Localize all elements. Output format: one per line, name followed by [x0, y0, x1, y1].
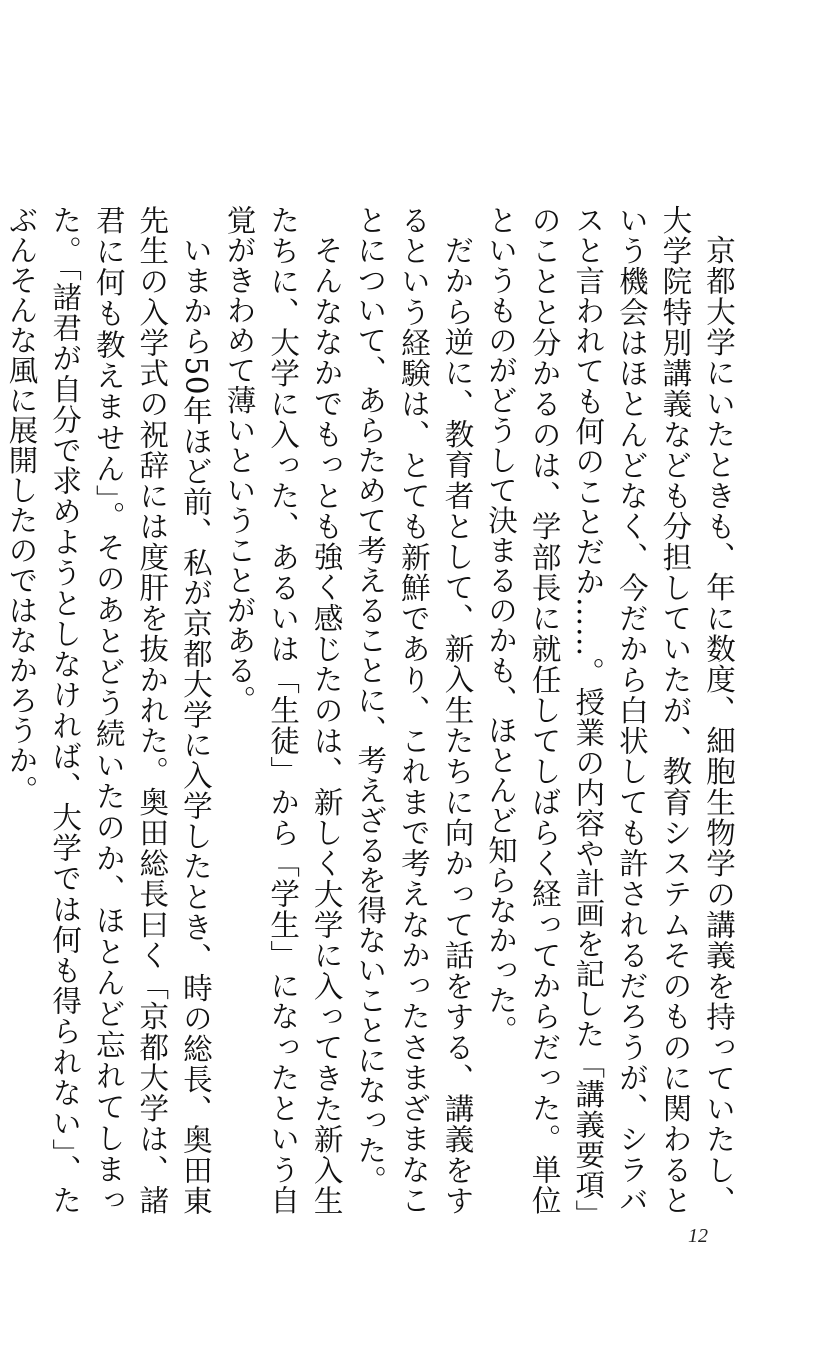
vertical-text-block: [0, 205, 740, 1215]
paragraph-4: いまから50年ほど前、私が京都大学に入学したとき、時の総長、奥田東先生の入学式の祝辞には度肝を抜かれた。奥田総長曰く「京都大学は、諸君に何も教えません」。そのあとどう続いたのか、ほとんど忘れてしまった。「諸君が自分で求めようとしなければ、大学では何も得られない」、たぶんそんな風に展開したのではなかろうか。: [4, 205, 213, 1215]
page-number: 12: [688, 1225, 708, 1247]
paragraph-3: そんななかでもっとも強く感じたのは、新しく大学に入ってきた新入生たちに、大学に入った、あるいは「生徒」から「学生」になったという自覚がきわめて薄いということがある。: [222, 205, 344, 1215]
paragraph-2: だから逆に、教育者として、新入生たちに向かって話をする、講義をするという経験は、とても新鮮であり、これまで考えなかったさまざまなことについて、あらためて考えることに、考えざるを得ないことになった。: [353, 205, 475, 1215]
paragraph-1: 京都大学にいたときも、年に数度、細胞生物学の講義を持っていたし、大学院特別講義なども分担していたが、教育システムそのものに関わるという機会はほとんどなく、今だから白状しても許されるだろうが、シラバスと言われても何のことだか……。授業の内容や計画を記した「講義要項」のことと分かるのは、学部長に就任してしばらく経ってからだった。単位というものがどうして決まるのかも、ほとんど知らなかった。: [484, 205, 736, 1215]
